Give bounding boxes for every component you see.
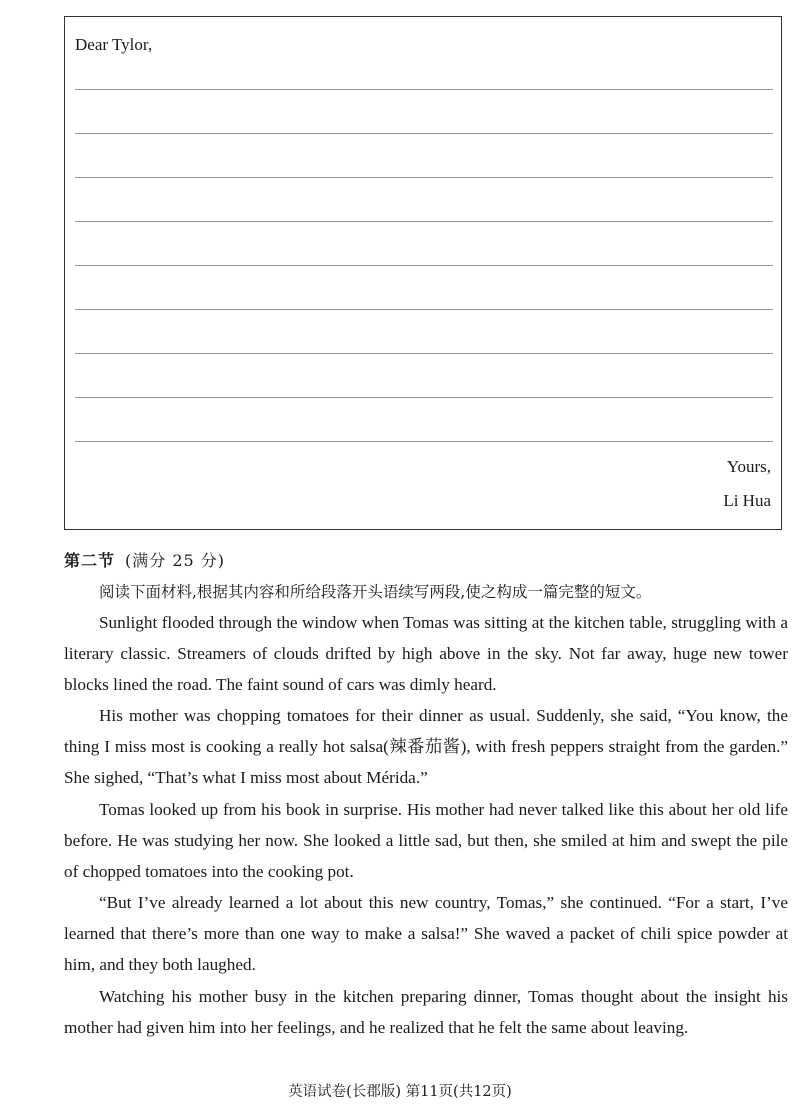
section-instruction: 阅读下面材料,根据其内容和所给段落开头语续写两段,使之构成一篇完整的短文。 [99, 583, 652, 601]
letter-closing: Yours, [726, 457, 771, 476]
writing-line [75, 89, 773, 90]
passage-paragraph: His mother was chopping tomatoes for their dinner as usual. Suddenly, she said, “You know, the thing I miss most is cooking a really hot salsa(辣番茄酱), with fresh peppers straight from the garden.” She sighed, “That’s what I miss most about Mérida.” [64, 706, 788, 788]
passage-paragraph: Sunlight flooded through the window when Tomas was sitting at the kitchen table, struggling with a literary classic. Streamers of clouds drifted by high above in the sky. Not far away, huge new tower blocks lined the road. The faint sound of cars was dimly heard. [64, 613, 788, 695]
passage-paragraph: Tomas looked up from his book in surprise. His mother had never talked like this about her old life before. He was studying her now. She looked a little sad, but then, she smiled at him and swept the pile of chopped tomatoes into the cooking pot. [64, 800, 788, 882]
writing-line [75, 397, 773, 398]
letter-signature: Li Hua [723, 491, 771, 510]
letter-writing-box [64, 16, 782, 530]
writing-line [75, 221, 773, 222]
writing-line [75, 265, 773, 266]
passage-paragraph: Watching his mother busy in the kitchen preparing dinner, Tomas thought about the insight his mother had given him into her feelings, and he realized that he felt the same about leaving. [64, 987, 788, 1038]
writing-line [75, 353, 773, 354]
passage-paragraph: “But I’ve already learned a lot about this new country, Tomas,” she continued. “For a start, I’ve learned that there’s more than one way to make a salsa!” She waved a packet of chili spice powder at him, and they both laughed. [64, 893, 788, 975]
writing-line [75, 309, 773, 310]
writing-line [75, 177, 773, 178]
page-footer: 英语试卷(长郡版) 第11页(共12页) [288, 1084, 512, 1100]
writing-line [75, 133, 773, 134]
letter-greeting: Dear Tylor, [75, 35, 153, 54]
section-score: (满分 25 分) [125, 551, 226, 570]
writing-line [75, 441, 773, 442]
section-heading [64, 548, 225, 571]
section-title: 第二节 [64, 551, 116, 570]
